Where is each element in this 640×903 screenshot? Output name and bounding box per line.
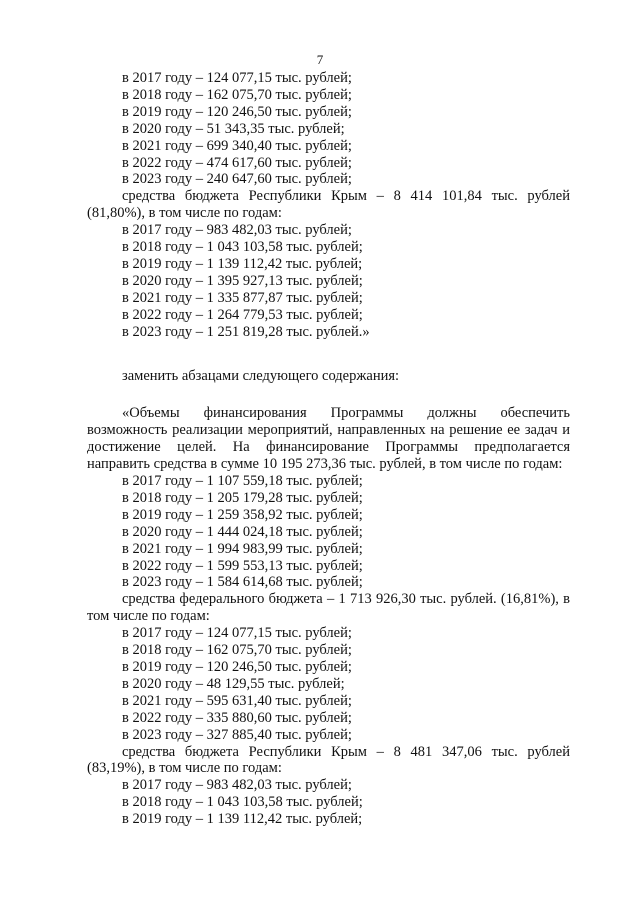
year-line: в 2019 году – 120 246,50 тыс. рублей;	[122, 659, 352, 675]
year-line: в 2019 году – 120 246,50 тыс. рублей;	[122, 103, 352, 120]
year-line: в 2021 году – 1 994 983,99 тыс. рублей;	[122, 540, 363, 557]
year-line: в 2021 году – 595 631,40 тыс. рублей;	[122, 692, 352, 709]
year-line: в 2023 году – 327 885,40 тыс. рублей;	[122, 726, 352, 743]
block1-crimea-budget: средства бюджета Республики Крым – 8 414 101,84 тыс. рублей (81,80%), в том числе по годам:	[87, 188, 570, 222]
block2-intro: «Объемы финансирования Программы должны обеспечить возможность реализации мероприятий, направленных на решение ее задач и достижение целей. На финансирование Программы предполагается направить средства в сумме 10 195 273,36 тыс. рублей, в том числе по годам:	[87, 405, 570, 473]
document-body	[87, 70, 570, 828]
year-line: в 2018 году – 162 075,70 тыс. рублей;	[122, 86, 352, 103]
year-line: в 2019 году – 1 139 112,42 тыс. рублей;	[122, 255, 363, 272]
block1-crimea-years	[87, 222, 570, 340]
block2-federal-years	[87, 625, 570, 743]
page-number: 7	[316, 52, 324, 67]
year-line: в 2020 году – 1 444 024,18 тыс. рублей;	[122, 523, 363, 540]
block2-crimea-years	[87, 777, 570, 828]
block2-total-years	[87, 473, 570, 591]
year-line: в 2022 году – 474 617,60 тыс. рублей;	[122, 154, 352, 171]
year-line: в 2017 году – 1 107 559,18 тыс. рублей;	[122, 473, 363, 490]
block1-federal-years	[87, 70, 570, 188]
year-line: в 2017 году – 124 077,15 тыс. рублей;	[122, 70, 352, 86]
year-line: в 2020 году – 48 129,55 тыс. рублей;	[122, 675, 345, 692]
year-line: в 2017 году – 983 482,03 тыс. рублей;	[122, 222, 352, 239]
year-line: в 2023 году – 1 251 819,28 тыс. рублей.»	[122, 323, 370, 340]
year-line: в 2023 году – 1 584 614,68 тыс. рублей;	[122, 574, 363, 591]
year-line: в 2020 году – 51 343,35 тыс. рублей;	[122, 120, 345, 137]
year-line: в 2018 году – 1 205 179,28 тыс. рублей;	[122, 489, 363, 506]
year-line: в 2019 году – 1 139 112,42 тыс. рублей;	[122, 811, 363, 828]
year-line: в 2021 году – 1 335 877,87 тыс. рублей;	[122, 289, 363, 306]
year-line: в 2017 году – 124 077,15 тыс. рублей;	[122, 625, 352, 642]
block2-crimea-budget: средства бюджета Республики Крым – 8 481 347,06 тыс. рублей (83,19%), в том числе по годам:	[87, 743, 570, 777]
year-line: в 2018 году – 162 075,70 тыс. рублей;	[122, 642, 352, 659]
year-line: в 2017 году – 983 482,03 тыс. рублей;	[122, 777, 352, 794]
year-line: в 2022 году – 1 599 553,13 тыс. рублей;	[122, 557, 363, 574]
year-line: в 2018 году – 1 043 103,58 тыс. рублей;	[122, 239, 363, 256]
year-line: в 2022 году – 1 264 779,53 тыс. рублей;	[122, 306, 363, 323]
year-line: в 2022 году – 335 880,60 тыс. рублей;	[122, 709, 352, 726]
replace-instruction: заменить абзацами следующего содержания:	[122, 367, 400, 384]
year-line: в 2023 году – 240 647,60 тыс. рублей;	[122, 171, 352, 188]
year-line: в 2018 году – 1 043 103,58 тыс. рублей;	[122, 794, 363, 811]
year-line: в 2021 году – 699 340,40 тыс. рублей;	[122, 137, 352, 154]
block2-federal-budget: средства федерального бюджета – 1 713 926,30 тыс. рублей. (16,81%), в том числе по годам:	[87, 591, 570, 625]
year-line: в 2019 году – 1 259 358,92 тыс. рублей;	[122, 506, 363, 523]
year-line: в 2020 году – 1 395 927,13 тыс. рублей;	[122, 272, 363, 289]
